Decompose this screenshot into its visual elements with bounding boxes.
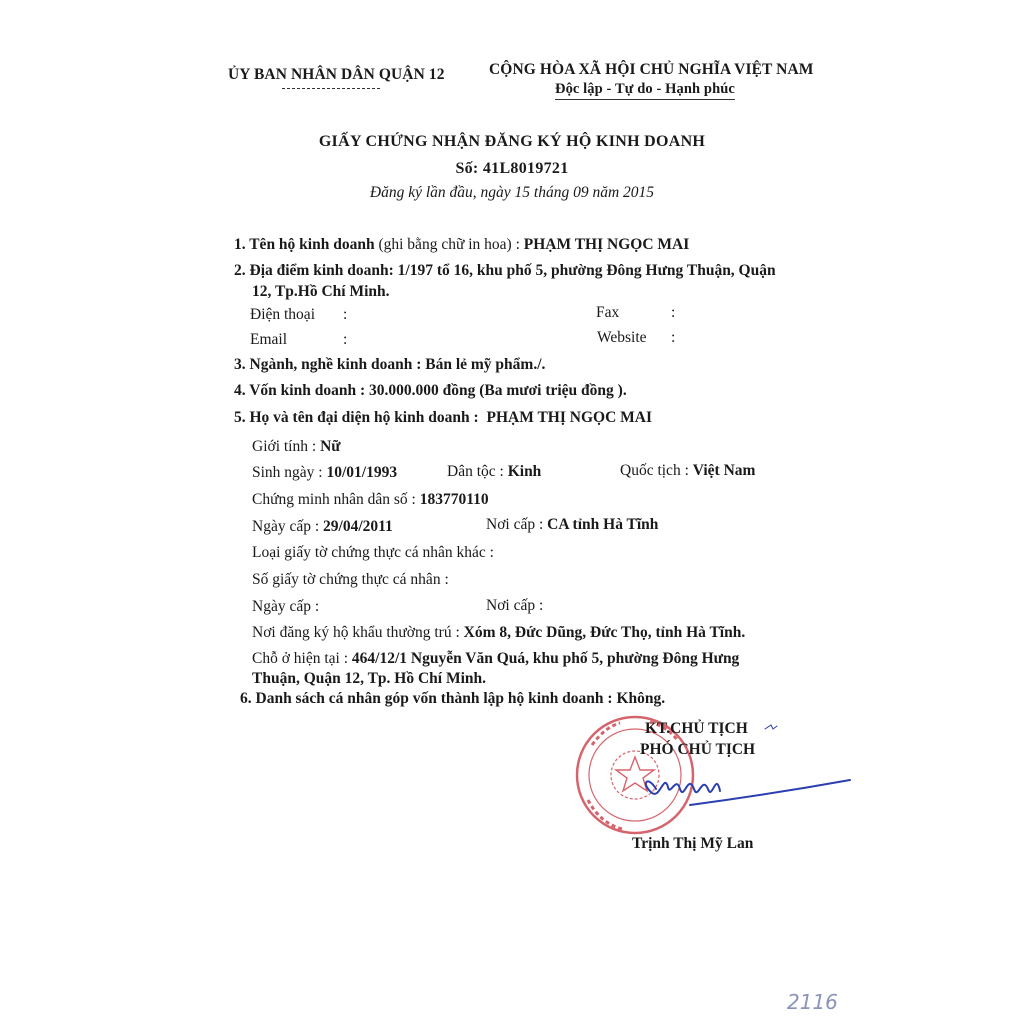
- other-issue-place: Nơi cấp :: [486, 597, 544, 614]
- nationality-label: Quốc tịch :: [620, 462, 693, 479]
- phone-label: Điện thoại: [250, 306, 315, 323]
- email-label: Email: [250, 331, 288, 348]
- issue-date-value: 29/04/2011: [323, 518, 393, 535]
- other-issue-date: Ngày cấp :: [252, 598, 320, 615]
- website-label: Website: [597, 329, 647, 346]
- residence-row: [252, 624, 745, 642]
- fax-label: Fax: [596, 304, 620, 321]
- gender-value: Nữ: [320, 438, 341, 455]
- nationality-row: [620, 462, 755, 480]
- issue-place-label: Nơi cấp :: [486, 516, 548, 533]
- id-row: [252, 491, 489, 509]
- item-1-label: 1. Tên hộ kinh doanh: [234, 236, 375, 253]
- business-capital: 4. Vốn kinh doanh : 30.000.000 đồng (Ba mươi triệu đồng ).: [234, 382, 627, 399]
- id-value: 183770110: [419, 491, 489, 508]
- dob-row: [252, 464, 397, 482]
- national-motto: Độc lập - Tự do - Hạnh phúc: [555, 81, 735, 100]
- document-number: Số: 41L8019721: [455, 160, 569, 177]
- document-title: GIẤY CHỨNG NHẬN ĐĂNG KÝ HỘ KINH DOANH: [318, 133, 706, 150]
- left-authority-dashes: [282, 88, 380, 89]
- nationality-value: Việt Nam: [692, 462, 756, 479]
- representative-label: 5. Họ và tên đại diện hộ kinh doanh :: [234, 409, 483, 426]
- current-address-value1: 464/12/1 Nguyễn Văn Quá, khu phố 5, phường Đông Hưng: [351, 650, 740, 667]
- issue-date-row: [252, 518, 393, 536]
- current-address-row: [252, 650, 739, 668]
- other-doc-type: Loại giấy tờ chứng thực cá nhân khác :: [252, 544, 494, 561]
- ethnic-value: Kinh: [507, 463, 542, 480]
- residence-label: Nơi đăng ký hộ khẩu thường trú :: [252, 624, 464, 641]
- business-address-line2: 12, Tp.Hồ Chí Minh.: [252, 283, 390, 300]
- representative-line: [234, 409, 652, 427]
- email-colon: :: [343, 331, 348, 348]
- gender-row: [252, 438, 341, 456]
- dob-value: 10/01/1993: [326, 464, 398, 481]
- current-address-label: Chỗ ở hiện tại :: [252, 650, 352, 667]
- business-sector: 3. Ngành, nghề kinh doanh : Bán lẻ mỹ phẩm./.: [234, 356, 546, 373]
- representative-name: PHẠM THỊ NGỌC MAI: [486, 409, 652, 426]
- signature-title-line2: PHÓ CHỦ TỊCH: [640, 741, 756, 758]
- current-address-value2: Thuận, Quận 12, Tp. Hồ Chí Minh.: [252, 670, 487, 687]
- registration-date: Đăng ký lần đầu, ngày 15 tháng 09 năm 2015: [369, 184, 655, 201]
- business-address-line1: 2. Địa điểm kinh doanh: 1/197 tổ 16, khu phố 5, phường Đông Hưng Thuận, Quận: [234, 262, 776, 279]
- other-doc-number: Số giấy tờ chứng thực cá nhân :: [252, 571, 449, 588]
- residence-value: Xóm 8, Đức Dũng, Đức Thọ, tỉnh Hà Tĩnh.: [463, 624, 746, 641]
- national-title: CỘNG HÒA XÃ HỘI CHỦ NGHĨA VIỆT NAM: [489, 61, 814, 78]
- signer-name: Trịnh Thị Mỹ Lan: [632, 835, 754, 852]
- item-1-note: (ghi bằng chữ in hoa) :: [374, 236, 524, 253]
- handwritten-note: 2116: [787, 990, 838, 1014]
- left-authority: ỦY BAN NHÂN DÂN QUẬN 12: [228, 66, 445, 83]
- dob-label: Sinh ngày :: [252, 464, 327, 481]
- phone-colon: :: [343, 306, 348, 323]
- id-label: Chứng minh nhân dân số :: [252, 491, 420, 508]
- ethnic-row: [447, 463, 541, 481]
- business-name-value: PHẠM THỊ NGỌC MAI: [523, 236, 690, 253]
- issue-date-label: Ngày cấp :: [252, 518, 324, 535]
- issue-place-row: [486, 516, 658, 534]
- item-business-name: [234, 236, 689, 254]
- gender-label: Giới tính :: [252, 438, 321, 455]
- signature-title-line1: KT.CHỦ TỊCH: [645, 720, 748, 737]
- website-colon: :: [671, 329, 676, 346]
- fax-colon: :: [671, 304, 676, 321]
- ethnic-label: Dân tộc :: [447, 463, 508, 480]
- issue-place-value: CA tỉnh Hà Tĩnh: [547, 516, 659, 533]
- capital-contributors: 6. Danh sách cá nhân góp vốn thành lập hộ kinh doanh : Không.: [240, 690, 666, 707]
